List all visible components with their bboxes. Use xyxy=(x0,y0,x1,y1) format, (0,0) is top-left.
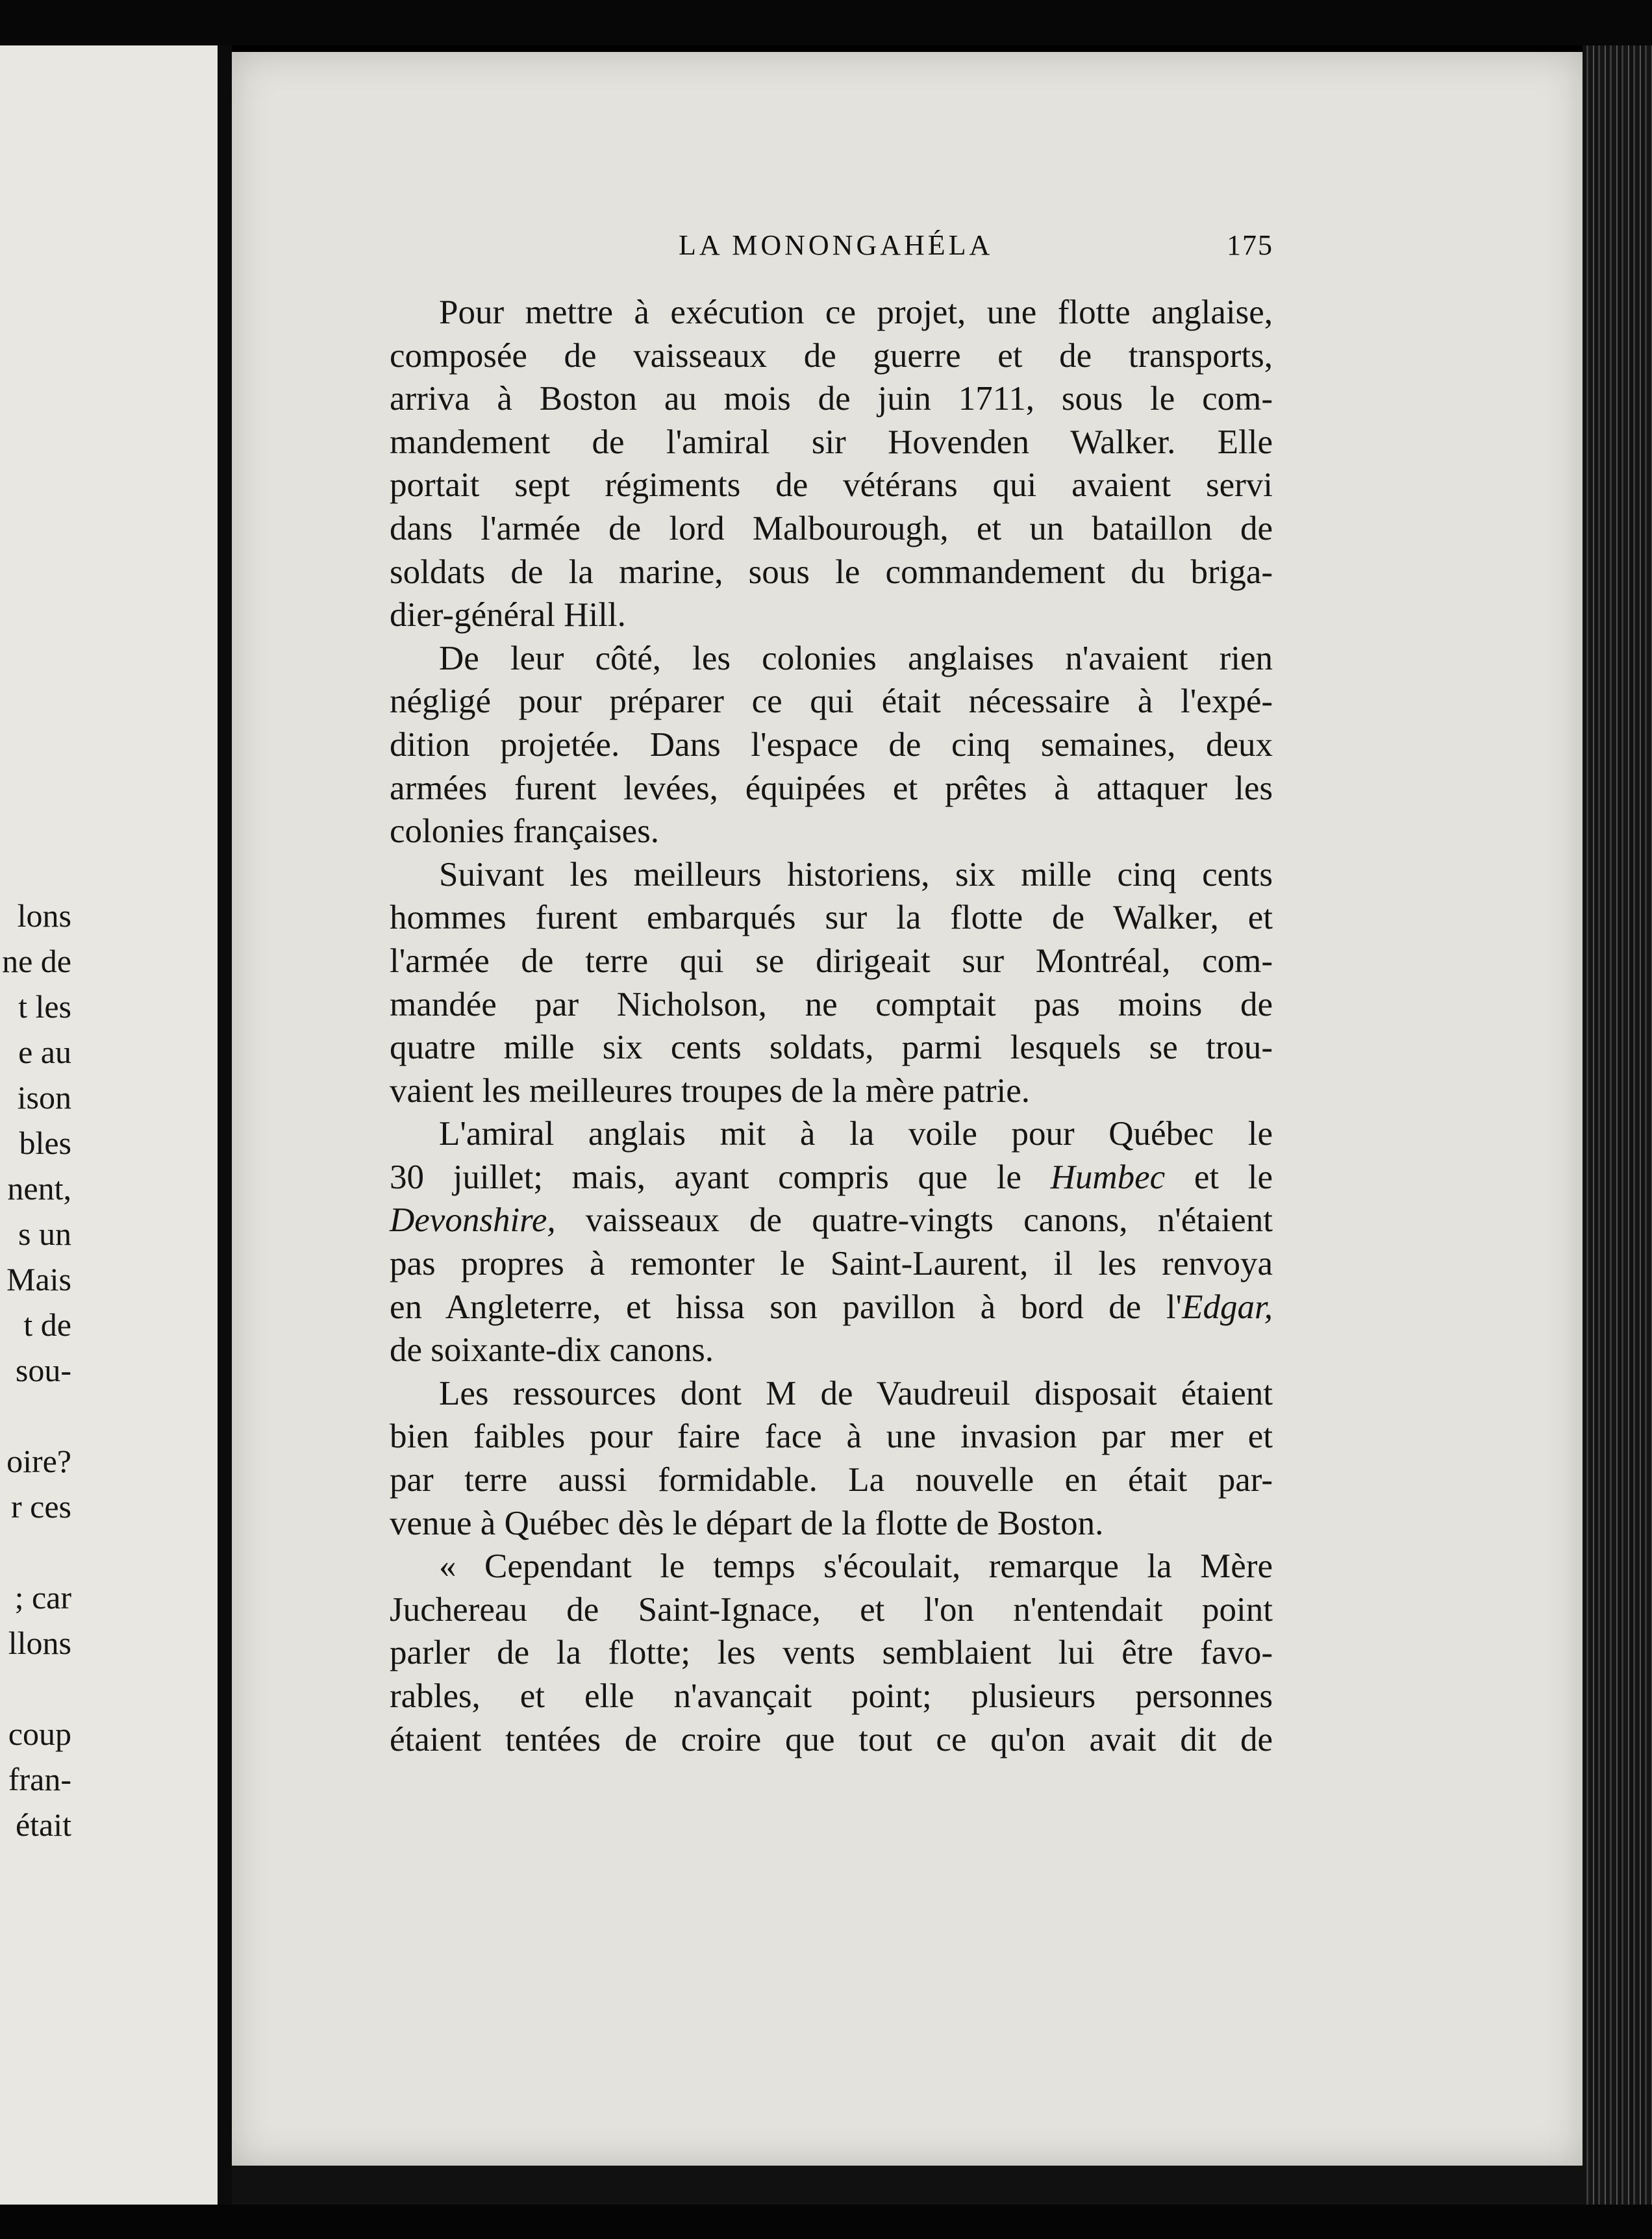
running-header xyxy=(679,229,1273,268)
facing-page-line: coup xyxy=(8,1716,71,1752)
text-line: rables, et elle n'avançait point; plusieurs personnes xyxy=(390,1677,1273,1715)
facing-page-line: ison xyxy=(17,1079,71,1116)
paragraph xyxy=(390,291,1273,637)
page-number: 175 xyxy=(1227,229,1273,261)
running-title: LA MONONGAHÉLA xyxy=(679,229,994,261)
text-line: mandée par Nicholson, ne comptait pas moins de xyxy=(390,985,1273,1023)
facing-page-line: nent, xyxy=(7,1170,71,1207)
text-line: dition projetée. Dans l'espace de cinq semaines, deux xyxy=(390,725,1273,764)
facing-page-line: t de xyxy=(23,1307,71,1343)
text-line: composée de vaisseaux de guerre et de transports, xyxy=(390,336,1273,375)
paragraph xyxy=(390,1112,1273,1372)
text-line: Devonshire, vaisseaux de quatre-vingts canons, n'étaient xyxy=(390,1201,1273,1240)
body-text xyxy=(390,291,1273,1761)
scan-top-border xyxy=(0,0,1652,45)
text-line: 30 juillet; mais, ayant compris que le Humbec et le xyxy=(390,1158,1273,1196)
facing-page-line: Mais xyxy=(6,1261,71,1297)
facing-page-line: r ces xyxy=(11,1488,71,1525)
text-line: soldats de la marine, sous le commandement du briga- xyxy=(390,553,1273,591)
text-line: venue à Québec dès le départ de la flotte de Boston. xyxy=(390,1504,1104,1542)
paragraph xyxy=(390,853,1273,1113)
text-line: Pour mettre à exécution ce projet, une flotte anglaise, xyxy=(439,294,1273,331)
paragraph xyxy=(390,1372,1273,1545)
text-line: arriva à Boston au mois de juin 1711, sous le com- xyxy=(390,380,1273,418)
text-line: pas propres à remonter le Saint-Laurent, il les renvoya xyxy=(390,1245,1273,1283)
text-line: de soixante-dix canons. xyxy=(390,1331,714,1370)
text-line: armées furent levées, équipées et prêtes à attaquer les xyxy=(390,769,1273,807)
facing-page-line: oire? xyxy=(6,1443,71,1479)
text-line: étaient tentées de croire que tout ce qu'on avait dit de xyxy=(390,1720,1273,1758)
paragraph xyxy=(390,637,1273,853)
text-line: bien faibles pour faire face à une invasion par mer et xyxy=(390,1418,1273,1456)
text-line: parler de la flotte; les vents semblaient lui être favo- xyxy=(390,1634,1273,1672)
text-line: colonies françaises. xyxy=(390,812,659,851)
text-line: par terre aussi formidable. La nouvelle en était par- xyxy=(390,1461,1273,1499)
text-line: quatre mille six cents soldats, parmi lesquels se trou- xyxy=(390,1029,1273,1067)
facing-page-line: s un xyxy=(18,1216,71,1252)
text-line: L'amiral anglais mit à la voile pour Québec le xyxy=(439,1115,1273,1153)
text-line: « Cependant le temps s'écoulait, remarque la Mère xyxy=(439,1547,1273,1586)
paragraph xyxy=(390,1545,1273,1761)
facing-page-line xyxy=(0,1393,71,1438)
facing-page-line: fran- xyxy=(8,1761,71,1797)
facing-page-text-fragments xyxy=(0,893,71,1847)
facing-page-left xyxy=(0,45,218,2205)
text-line: en Angleterre, et hissa son pavillon à bord de l'Edgar, xyxy=(390,1288,1273,1326)
facing-page-line: était xyxy=(15,1807,71,1843)
facing-page-line: llons xyxy=(8,1625,71,1661)
facing-page-line: sou- xyxy=(15,1352,71,1388)
facing-page-line: ne de xyxy=(2,943,71,979)
text-line: portait sept régiments de vétérans qui avaient servi xyxy=(390,466,1273,505)
text-line: dier-général Hill. xyxy=(390,596,626,634)
text-line: hommes furent embarqués sur la flotte de Walker, et xyxy=(390,899,1273,937)
facing-page-line: lons xyxy=(17,897,71,934)
text-line: Les ressources dont M de Vaudreuil disposait étaient xyxy=(439,1374,1273,1412)
facing-page-line: t les xyxy=(18,988,71,1025)
facing-page-line xyxy=(0,1529,71,1575)
facing-page-line: bles xyxy=(19,1125,71,1161)
facing-page-line: ; car xyxy=(14,1579,71,1616)
facing-page-line xyxy=(0,1666,71,1711)
book-gutter xyxy=(218,45,232,2205)
facing-page-line: e au xyxy=(18,1034,71,1070)
text-line: négligé pour préparer ce qui était nécessaire à l'expé- xyxy=(390,682,1273,721)
text-line: mandement de l'amiral sir Hovenden Walker. Elle xyxy=(390,423,1273,461)
text-line: dans l'armée de lord Malbourough, et un bataillon de xyxy=(390,509,1273,547)
page-bottom-shadow xyxy=(232,2166,1583,2205)
scan-bottom-border xyxy=(0,2205,1652,2239)
text-line: l'armée de terre qui se dirigeait sur Montréal, com- xyxy=(390,942,1273,980)
text-line: Juchereau de Saint-Ignace, et l'on n'entendait point xyxy=(390,1590,1273,1629)
text-line: De leur côté, les colonies anglaises n'avaient rien xyxy=(439,639,1273,677)
text-line: vaient les meilleures troupes de la mère patrie. xyxy=(390,1071,1030,1110)
page-edge-stack xyxy=(1583,45,1652,2205)
text-line: Suivant les meilleurs historiens, six mille cinq cents xyxy=(439,855,1273,894)
